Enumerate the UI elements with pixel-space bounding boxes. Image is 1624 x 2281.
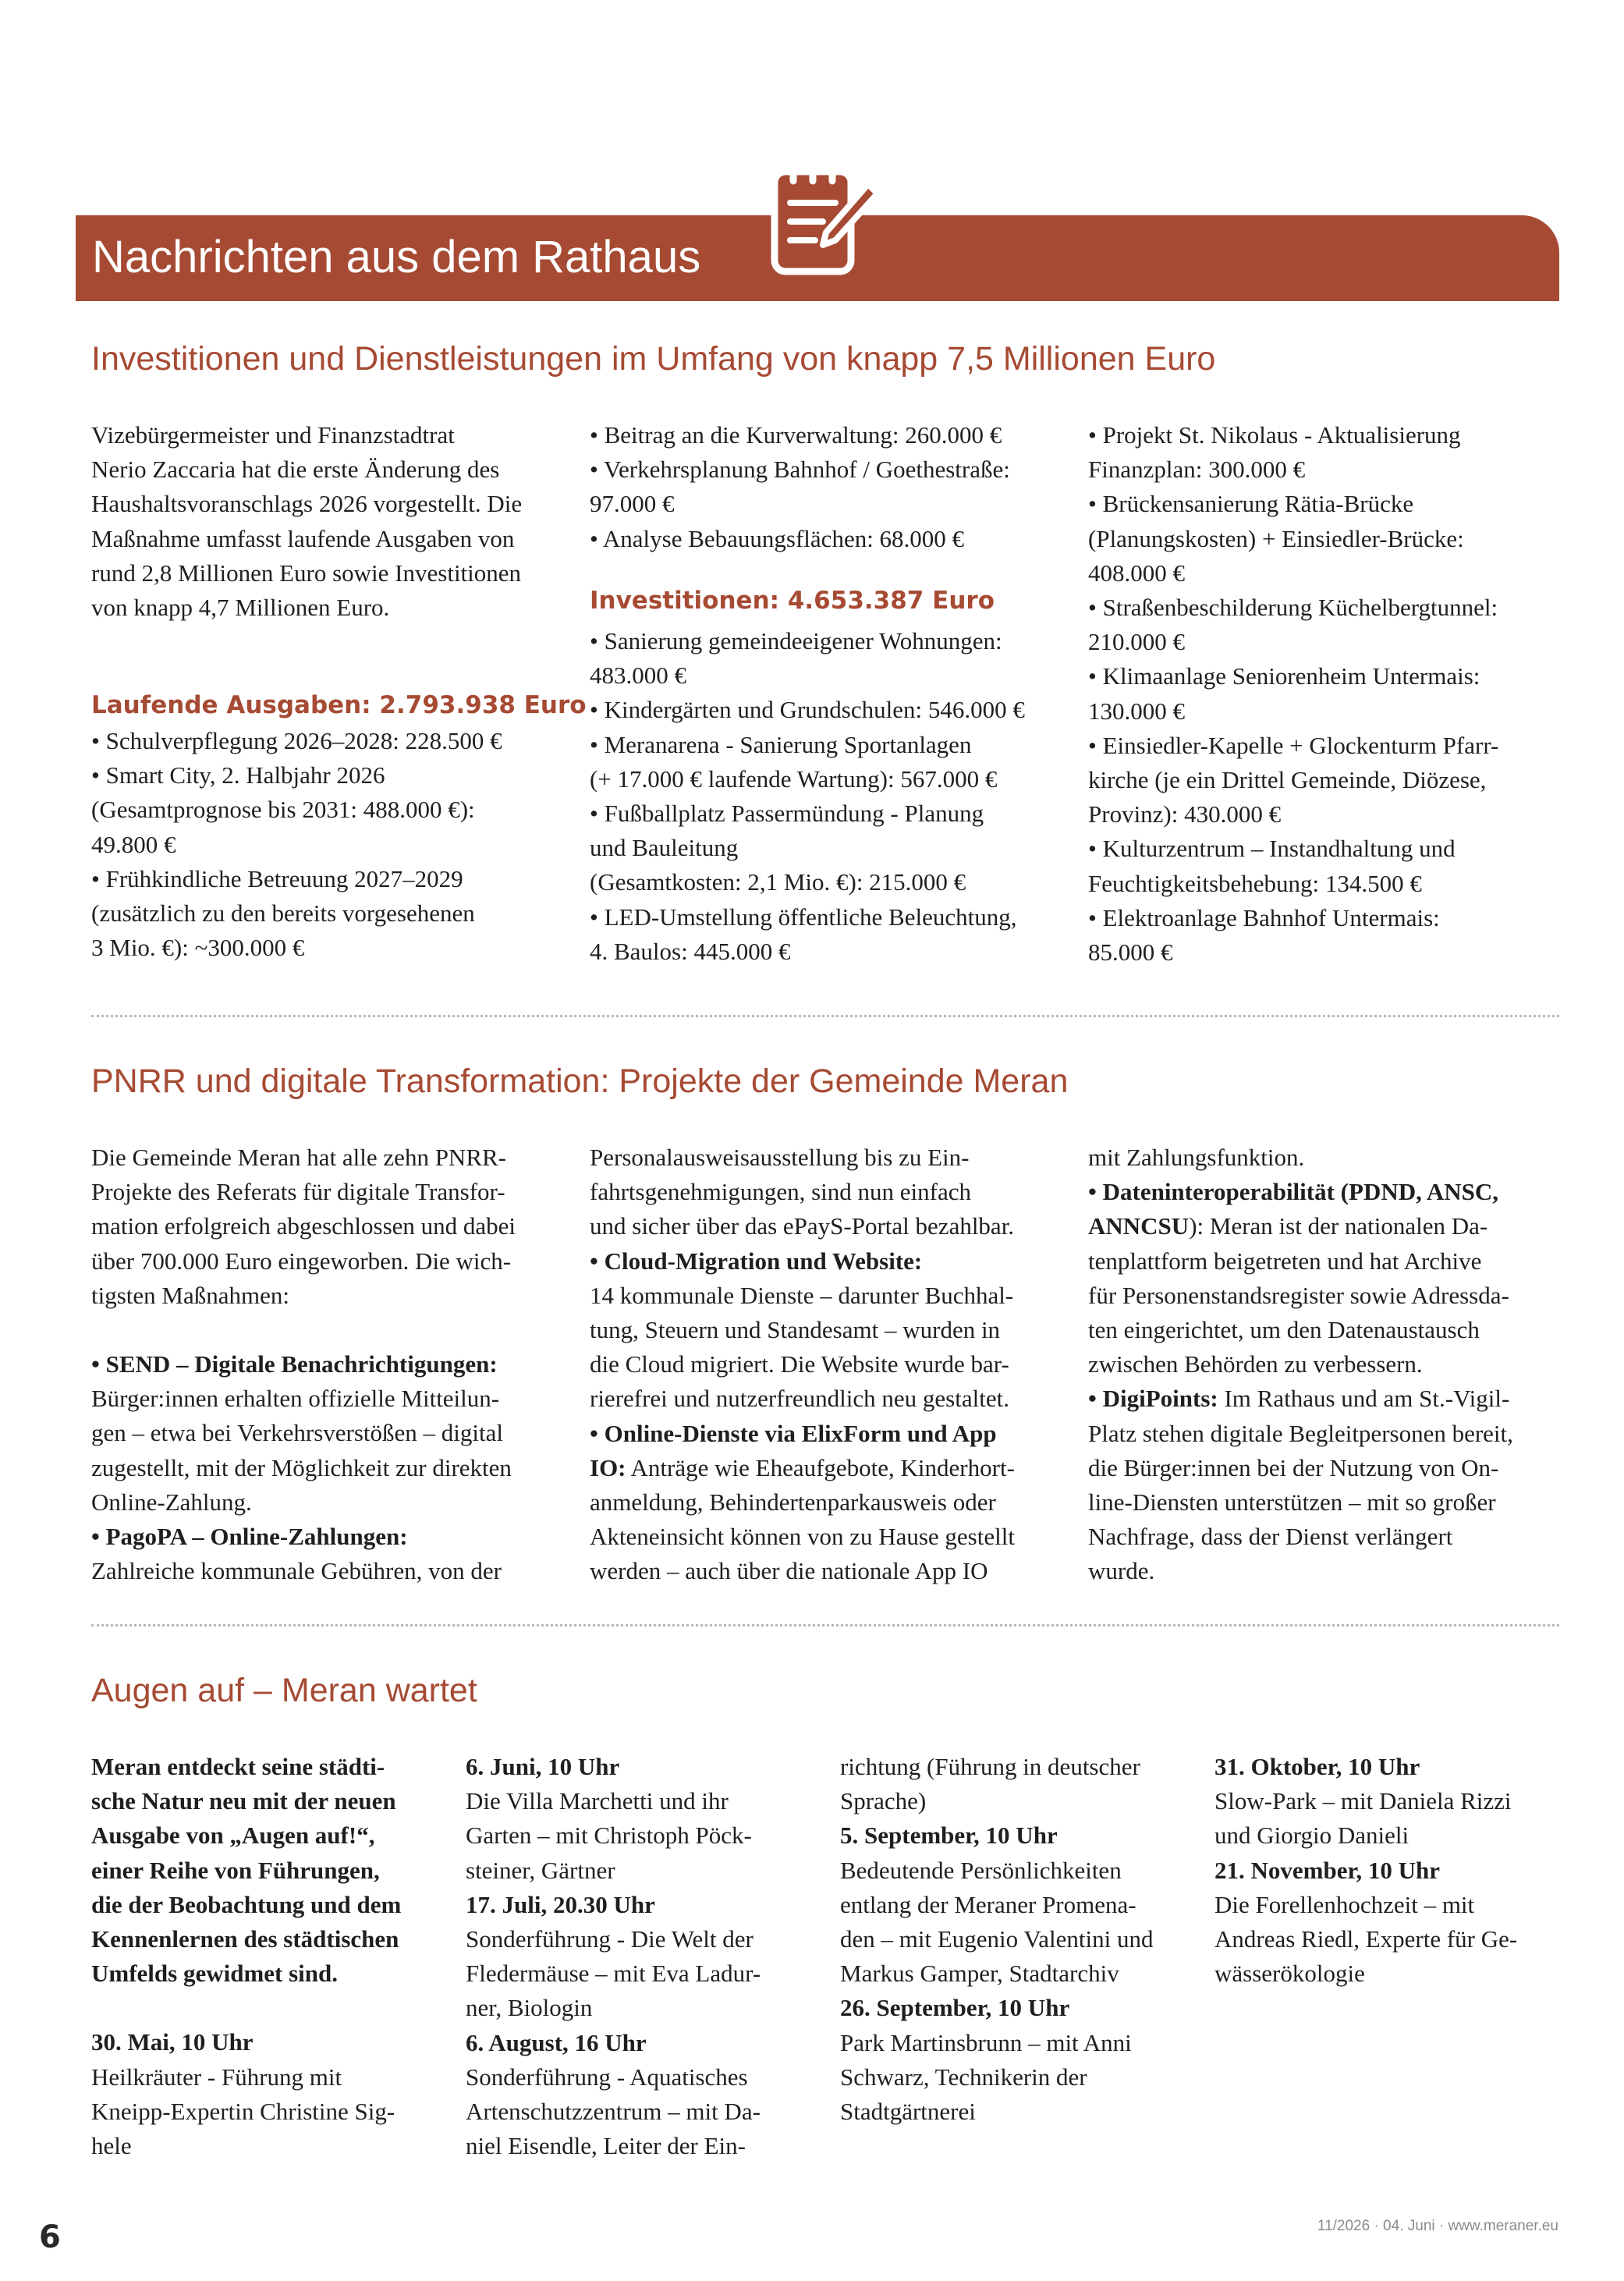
list-item: Finanzplan: 300.000 € [1088,456,1306,484]
list-item: (zusätzlich zu den bereits vorgesehenen [91,899,475,928]
list-item: • Schulverpflegung 2026–2028: 228.500 € [91,727,502,754]
page-title: Nachrichten aus dem Rathaus [92,232,701,282]
heading-investitionen: Investitionen: 4.653.387 Euro [590,587,995,615]
event-text: ner, Biologin [466,1994,593,2022]
event-text: hele [91,2132,132,2160]
list-item: (Gesamtkosten: 2,1 Mio. €): 215.000 € [590,868,966,896]
text-line: mation erfolgreich abgeschlossen und dabei [91,1212,516,1240]
list-item: • Klimaanlage Seniorenheim Untermais: [1088,662,1480,690]
s1-column-1 [91,418,575,625]
list-item: 4. Baulos: 445.000 € [590,937,791,965]
list-item: 130.000 € [1088,697,1185,725]
lead-line: Kennenlernen des städtischen [91,1925,399,1953]
list-item: • Projekt St. Nikolaus - Aktualisierung [1088,421,1461,449]
s1-column-2-top [590,418,1089,556]
list-item: 97.000 € [590,490,675,518]
event-text: Schwarz, Technikerin der [840,2063,1087,2091]
text-line: Platz stehen digitale Begleitpersonen bereit, [1088,1419,1513,1447]
item-title-interoperabilitaet: • Dateninteroperabilität (PDND, ANSC, [1088,1178,1499,1206]
intro-line: Vizebürgermeister und Finanzstadtrat [91,421,455,449]
section-heading-pnrr: PNRR und digitale Transformation: Projekte der Gemeinde Meran [91,1062,1069,1100]
list-item: 3 Mio. €): ~300.000 € [91,934,305,962]
text-line: Personalausweisausstellung bis zu Ein- [590,1144,970,1171]
text-line: für Personenstandsregister sowie Adressda- [1088,1281,1509,1309]
event-text: richtung (Führung in deutscher [840,1753,1140,1780]
list-item: 210.000 € [1088,628,1185,656]
spacer [91,1991,466,2025]
list-item: • Beitrag an die Kurverwaltung: 260.000 € [590,421,1002,449]
spacer [91,1313,583,1347]
event-text: den – mit Eugenio Valentini und [840,1925,1154,1953]
s1-current-list [91,724,575,965]
list-item: • Kulturzentrum – Instandhaltung und [1088,835,1456,863]
event-text: Slow-Park – mit Daniela Rizzi [1214,1787,1512,1815]
text-line [1088,1382,1572,1416]
heading-laufende-ausgaben: Laufende Ausgaben: 2.793.938 Euro [91,691,587,719]
s3-column-4 [1214,1750,1581,1991]
lead-line: sche Natur neu mit der neuen [91,1787,396,1815]
text-line: werden – auch über die nationale App IO [590,1557,988,1585]
event-text: Markus Gamper, Stadtarchiv [840,1960,1119,1988]
list-item: kirche (je ein Drittel Gemeinde, Diözese, [1088,766,1487,794]
event-text: Sprache) [840,1787,927,1815]
text-line: die Bürger:innen bei der Nutzung von On- [1088,1453,1499,1481]
event-text: Stadtgärtnerei [840,2098,976,2126]
item-title-send: • SEND – Digitale Benachrichtigungen: [91,1350,498,1378]
event-text: Andreas Riedl, Experte für Ge- [1214,1925,1518,1953]
event-text: Die Villa Marchetti und ihr [466,1787,729,1815]
event-date: 6. Juni, 10 Uhr [466,1753,620,1780]
text-line: zwischen Behörden zu verbessern. [1088,1350,1423,1378]
text-line: Projekte des Referats für digitale Transfor- [91,1178,505,1206]
text-run: Im Rathaus und am St.-Vigil- [1218,1385,1510,1413]
text-line: mit Zahlungsfunktion. [1088,1144,1305,1171]
lead-line: Meran entdeckt seine städti- [91,1753,385,1780]
intro-line: Maßnahme umfasst laufende Ausgaben von [91,524,515,552]
list-item: (+ 17.000 € laufende Wartung): 567.000 € [590,764,998,793]
section-divider [91,1015,1559,1017]
list-item: • Kindergärten und Grundschulen: 546.000 € [590,696,1025,724]
text-line: die Cloud migriert. Die Website wurde bar- [590,1350,1009,1378]
event-date: 6. August, 16 Uhr [466,2028,647,2056]
lead-line: Ausgabe von „Augen auf!“, [91,1822,375,1850]
text-line: über 700.000 Euro eingeworben. Die wich- [91,1247,512,1275]
text-line: zugestellt, mit der Möglichkeit zur direkten [91,1453,512,1481]
text-line: Bürger:innen erhalten offizielle Mitteilun- [91,1385,500,1413]
s1-column-2-bottom [590,624,1089,969]
list-item: • Sanierung gemeindeeigener Wohnungen: [590,627,1002,655]
event-text: Fledermäuse – mit Eva Ladur- [466,1960,761,1988]
list-item: 85.000 € [1088,938,1173,967]
list-item: • Analyse Bebauungsflächen: 68.000 € [590,524,965,552]
list-item: • Elektroanlage Bahnhof Untermais: [1088,903,1440,931]
list-item: (Planungskosten) + Einsiedler-Brücke: [1088,524,1464,552]
item-title-pagopa: • PagoPA – Online-Zahlungen: [91,1523,408,1551]
event-text: Die Forellenhochzeit – mit [1214,1890,1475,1918]
list-item: • Verkehrsplanung Bahnhof / Goethestraße: [590,456,1010,484]
event-text: Heilkräuter - Führung mit [91,2063,342,2091]
lead-line: die der Beobachtung und dem [91,1890,402,1918]
text-line: Akteneinsicht können von zu Hause gestellt [590,1523,1015,1551]
event-text: Kneipp-Expertin Christine Sig- [91,2097,395,2125]
intro-line: Nerio Zaccaria hat die erste Änderung des [91,456,500,484]
list-item: 483.000 € [590,662,686,690]
text-line: line-Diensten unterstützen – mit so großer [1088,1488,1496,1517]
section-divider [91,1624,1559,1626]
text-run: ): Meran ist der nationalen Da- [1189,1212,1488,1240]
text-line: rierefrei und nutzerfreundlich neu gestaltet. [590,1385,1009,1413]
text-line: tung, Steuern und Standesamt – wurden in [590,1316,1001,1344]
s2-column-3 [1088,1140,1572,1589]
text-line: 14 kommunale Dienste – darunter Buchhal- [590,1281,1014,1309]
s1-column-3 [1088,418,1564,970]
event-text: niel Eisendle, Leiter der Ein- [466,2132,746,2160]
list-item: • Fußballplatz Passermündung - Planung [590,800,984,828]
list-item: (Gesamtprognose bis 2031: 488.000 €): [91,796,475,824]
text-line: Zahlreiche kommunale Gebühren, von der [91,1557,502,1585]
text-line: und sicher über das ePayS-Portal bezahlbar. [590,1212,1015,1240]
footer-info: 11/2026 · 04. Juni · www.meraner.eu [1317,2218,1558,2234]
text-line: Online-Zahlung. [91,1488,252,1516]
lead-line: einer Reihe von Führungen, [91,1856,380,1884]
event-date: 31. Oktober, 10 Uhr [1214,1753,1420,1780]
notepad-pencil-icon [768,154,881,279]
text-line: fahrtsgenehmigungen, sind nun einfach [590,1178,971,1206]
list-item: Feuchtigkeitsbehebung: 134.500 € [1088,869,1422,897]
list-item: • Straßenbeschilderung Küchelbergtunnel: [1088,594,1498,622]
event-text: Park Martinsbrunn – mit Anni [840,2028,1132,2056]
event-date: 26. September, 10 Uhr [840,1994,1070,2022]
list-item: und Bauleitung [590,834,739,862]
s3-column-1 [91,1750,466,2163]
list-item: • Smart City, 2. Halbjahr 2026 [91,761,385,789]
text-line: tigsten Maßnahmen: [91,1281,289,1309]
s3-column-2 [466,1750,840,2163]
item-title-interop-cont: ANNCSU [1088,1212,1190,1240]
event-date: 21. November, 10 Uhr [1214,1856,1441,1884]
list-item: 49.800 € [91,830,176,858]
text-line: wurde. [1088,1557,1155,1585]
page-number: 6 [39,2219,61,2255]
list-item: • Brückensanierung Rätia-Brücke [1088,490,1414,518]
event-date: 17. Juli, 20.30 Uhr [466,1890,655,1918]
event-text: wässerökologie [1214,1960,1365,1988]
event-text: Sonderführung - Aquatisches [466,2063,748,2091]
text-line: gen – etwa bei Verkehrsverstößen – digital [91,1419,503,1447]
text-line [590,1451,1089,1485]
list-item: Provinz): 430.000 € [1088,800,1282,828]
lead-line: Umfelds gewidmet sind. [91,1960,339,1988]
event-date: 5. September, 10 Uhr [840,1822,1058,1850]
section-heading-augen-auf: Augen auf – Meran wartet [91,1672,477,1709]
list-item: 408.000 € [1088,559,1185,587]
text-line [1088,1209,1572,1243]
event-text: Garten – mit Christoph Pöck- [466,1822,752,1850]
text-line: Nachfrage, dass der Dienst verlängert [1088,1523,1453,1551]
text-line: ten eingerichtet, um den Datenaustausch [1088,1316,1480,1344]
list-item: • Meranarena - Sanierung Sportanlagen [590,730,972,758]
event-date: 30. Mai, 10 Uhr [91,2028,254,2056]
section-heading-investitionen: Investitionen und Dienstleistungen im Umfang von knapp 7,5 Millionen Euro [91,340,1216,378]
list-item: • Frühkindliche Betreuung 2027–2029 [91,864,463,892]
event-text: steiner, Gärtner [466,1856,615,1884]
text-run: Anträge wie Eheaufgebote, Kinderhort- [626,1453,1015,1481]
text-line: tenplattform beigetreten und hat Archive [1088,1247,1482,1275]
s2-column-2 [590,1140,1089,1589]
s3-column-3 [840,1750,1214,2129]
s2-column-1 [91,1140,583,1588]
text-line: Die Gemeinde Meran hat alle zehn PNRR- [91,1144,506,1171]
text-line: anmeldung, Behindertenparkausweis oder [590,1488,996,1517]
intro-line: Haushaltsvoranschlags 2026 vorgestellt. Die [91,490,523,518]
event-text: entlang der Meraner Promena- [840,1890,1136,1918]
item-title-cloud: • Cloud-Migration und Website: [590,1247,923,1275]
intro-line: von knapp 4,7 Millionen Euro. [91,594,390,622]
event-text: Bedeutende Persönlichkeiten [840,1856,1122,1884]
item-title-digipoints: • DigiPoints: [1088,1385,1218,1413]
event-text: und Giorgio Danieli [1214,1822,1409,1850]
intro-line: rund 2,8 Millionen Euro sowie Investitionen [91,559,522,587]
event-text: Sonderführung - Die Welt der [466,1925,753,1953]
item-title-online-dienste-cont: IO: [590,1453,626,1481]
event-text: Artenschutzzentrum – mit Da- [466,2098,761,2126]
list-item: • LED-Umstellung öffentliche Beleuchtung, [590,903,1017,931]
item-title-online-dienste: • Online-Dienste via ElixForm und App [590,1419,997,1447]
list-item: • Einsiedler-Kapelle + Glockenturm Pfarr- [1088,731,1499,759]
